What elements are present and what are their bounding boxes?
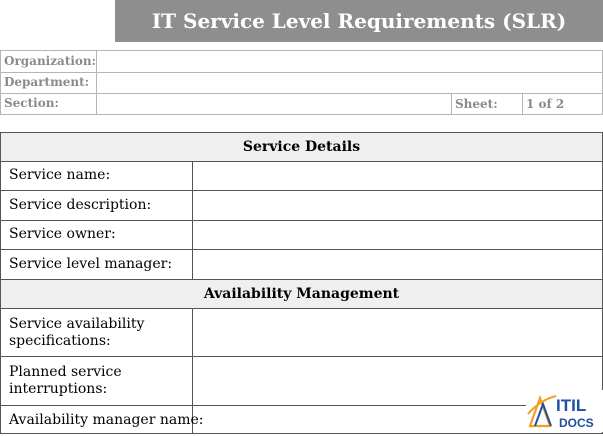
- planned-interruptions-label-line2: interruptions:: [9, 381, 108, 397]
- service-level-manager-label: Service level manager:: [9, 256, 173, 272]
- planned-interruptions-label: [9, 364, 122, 398]
- availability-spec-label-line2: specifications:: [9, 333, 111, 349]
- organization-field[interactable]: [97, 51, 602, 72]
- availability-spec-label: [9, 316, 144, 350]
- sheet-value: 1 of 2: [526, 97, 565, 111]
- service-name-label: Service name:: [9, 167, 111, 183]
- service-level-manager-field[interactable]: [193, 250, 602, 279]
- service-description-label: Service description:: [9, 197, 152, 213]
- availability-heading: Availability Management: [1, 280, 602, 308]
- document-title: IT Service Level Requirements (SLR): [115, 0, 603, 42]
- service-details-heading: Service Details: [1, 133, 602, 161]
- table-rule: [0, 132, 1, 434]
- sheet-label: Sheet:: [455, 97, 498, 111]
- availability-manager-field[interactable]: [193, 406, 523, 433]
- header-divider: [0, 114, 603, 115]
- organization-label: Organization:: [4, 54, 97, 68]
- table-rule: [0, 132, 603, 133]
- availability-spec-label-line1: Service availability: [9, 316, 145, 332]
- service-name-field[interactable]: [193, 162, 602, 190]
- availability-spec-field[interactable]: [193, 309, 602, 356]
- table-rule: [0, 279, 603, 280]
- table-rule: [0, 433, 603, 434]
- department-label: Department:: [4, 75, 90, 89]
- section-label: Section:: [4, 96, 59, 110]
- logo-text-bottom: DOCS: [559, 416, 594, 430]
- department-field[interactable]: [97, 73, 602, 93]
- service-owner-label: Service owner:: [9, 226, 116, 242]
- header-divider: [522, 93, 523, 114]
- itil-docs-logo-graphic: [526, 390, 603, 432]
- logo-text-top: ITIL: [556, 396, 587, 415]
- planned-interruptions-label-line1: Planned service: [9, 364, 122, 380]
- header-divider: [0, 50, 1, 114]
- service-description-field[interactable]: [193, 191, 602, 220]
- availability-manager-label: Availability manager name:: [9, 412, 204, 428]
- header-divider: [451, 93, 452, 114]
- section-field[interactable]: [97, 94, 451, 114]
- service-owner-field[interactable]: [193, 221, 602, 249]
- itil-docs-logo: [526, 390, 603, 432]
